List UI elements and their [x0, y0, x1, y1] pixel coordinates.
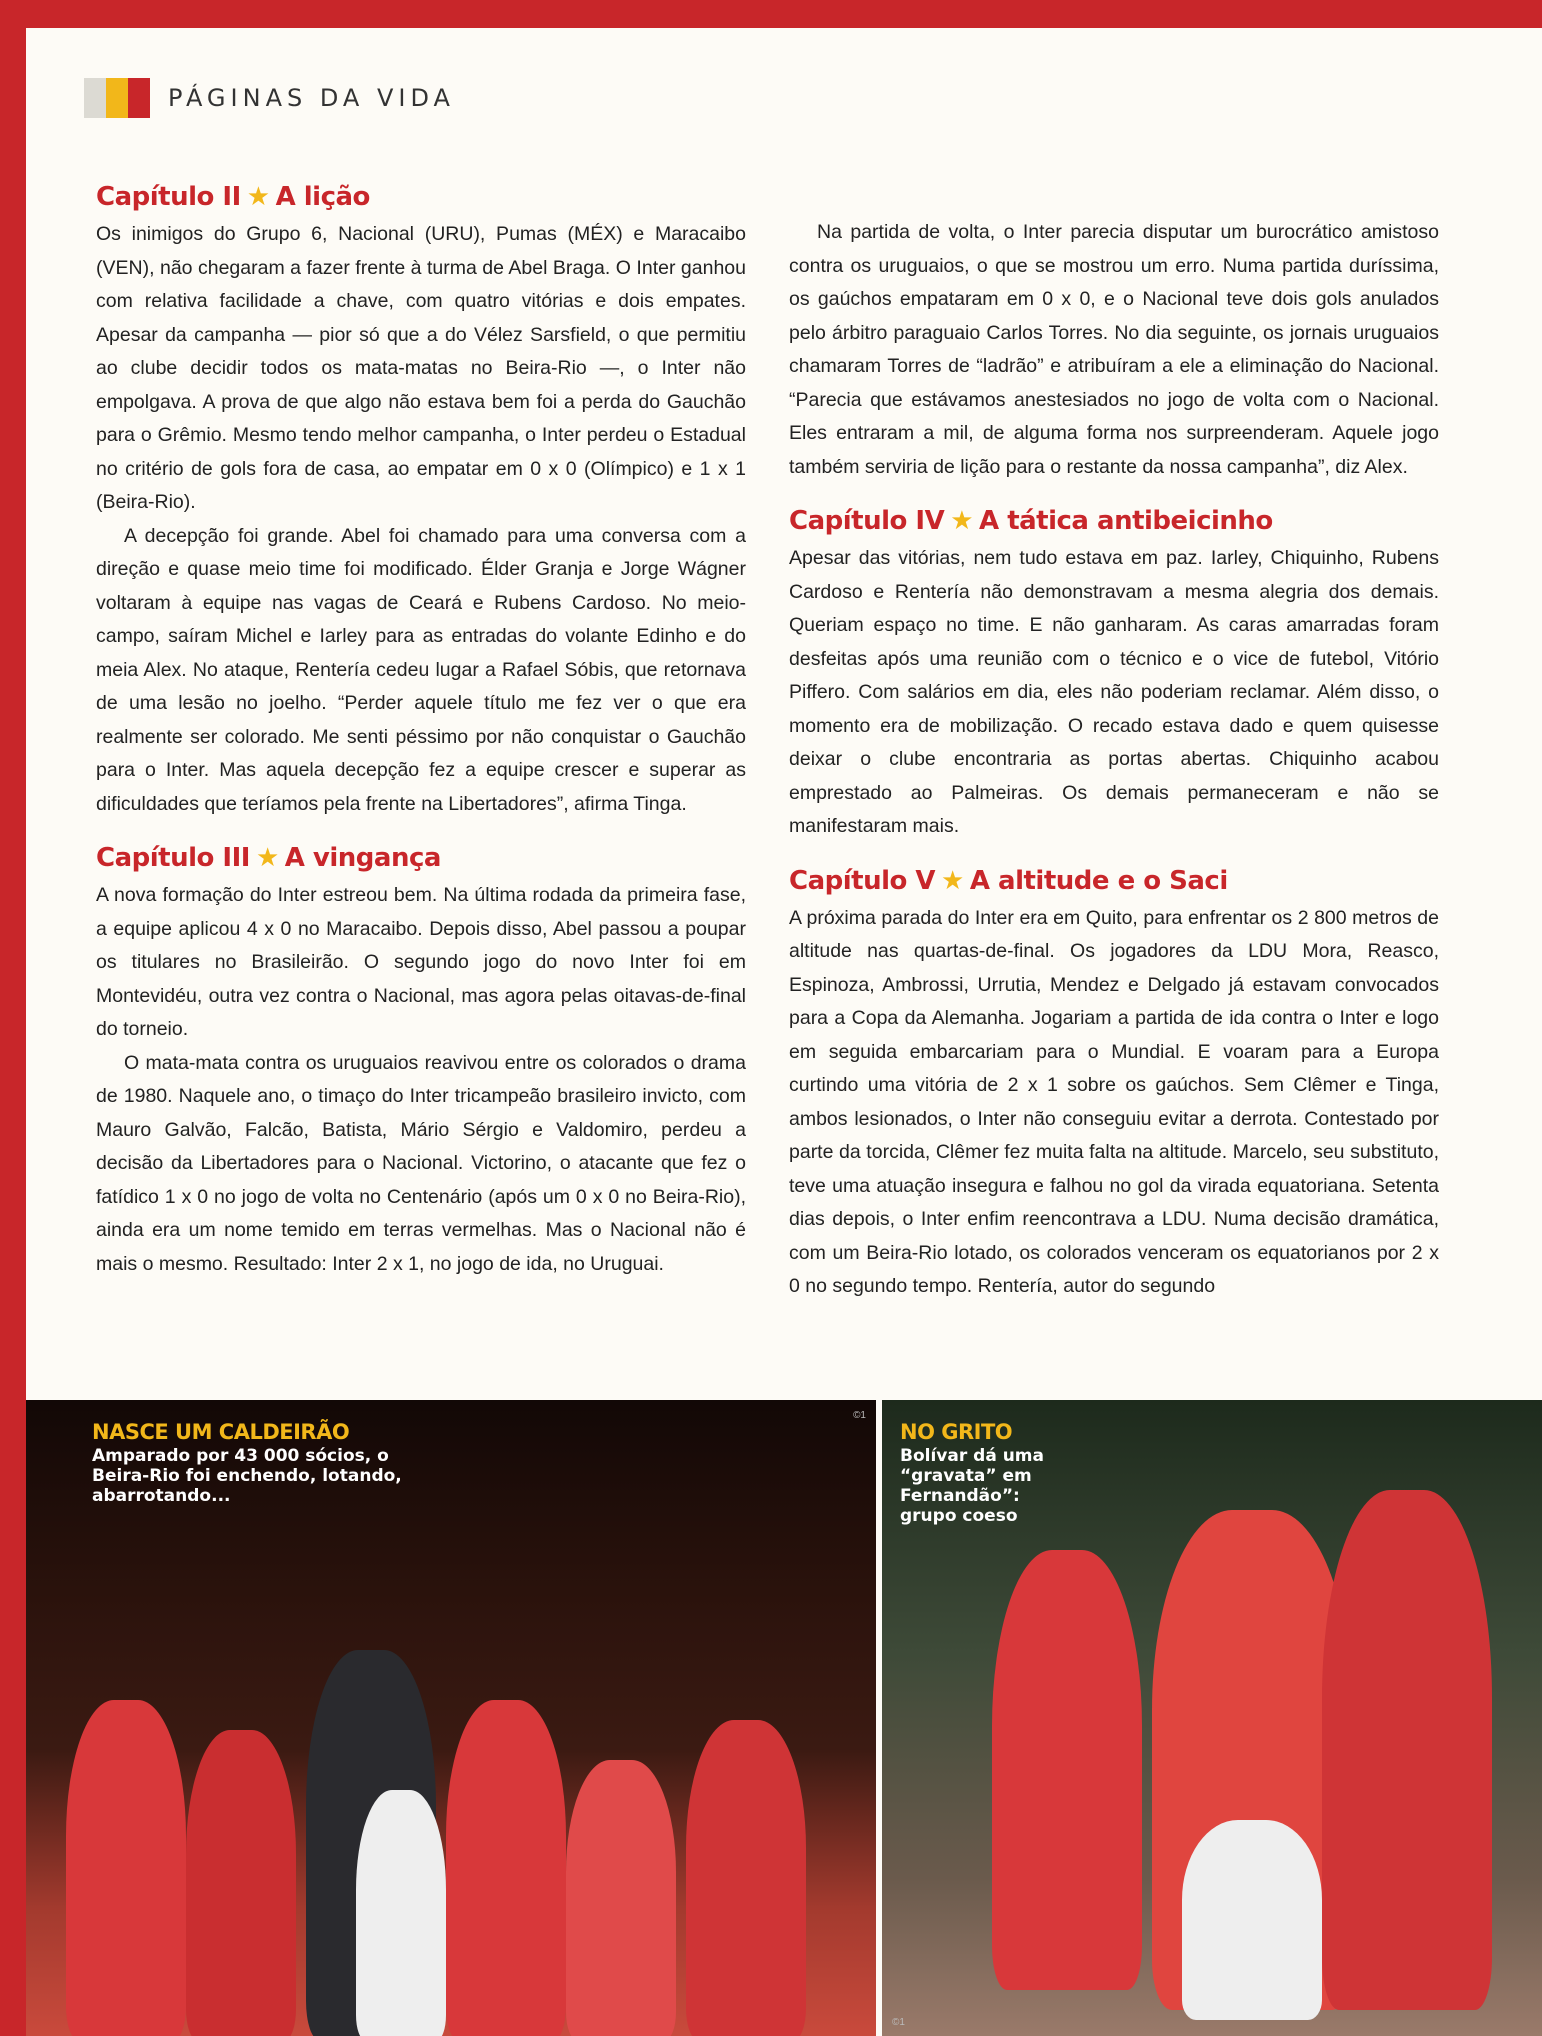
- paragraph: Os inimigos do Grupo 6, Nacional (URU), Pumas (MÉX) e Maracaibo (VEN), não chegaram a fazer frente à turma de Abel Braga. O Inter ganhou com relativa facilidade a chave, com quatro vitórias e dois empates. Apesar da campanha — pior só que a do Vélez Sarsfield, o que permitiu ao clube decidir todos os mata-matas no Beira-Rio —, o Inter não empolgava. A prova de que algo não estava bem foi a perda do Gauchão para o Grêmio. Mesmo tendo melhor campanha, o Inter perdeu o Estadual no critério de gols fora de casa, ao empatar em 0 x 0 (Olímpico) e 1 x 1 (Beira-Rio).: [96, 223, 746, 513]
- photo-caption-line: Fernandão”:: [900, 1486, 1020, 1506]
- chapter-label: Capítulo II: [96, 182, 241, 212]
- photo-credit: ©1: [853, 1410, 866, 1421]
- photo-crowd-celebration: [26, 1400, 876, 2036]
- photo-caption-title: NO GRITO: [900, 1420, 1013, 1444]
- chapter-subtitle: A vingança: [284, 843, 441, 873]
- star-icon: ★: [941, 865, 964, 896]
- photo-players-celebrating: [882, 1400, 1542, 2036]
- chapter-2-heading: [96, 178, 746, 216]
- header-block-red: [128, 78, 150, 118]
- paragraph: A nova formação do Inter estreou bem. Na última rodada da primeira fase, a equipe aplicou 4 x 0 no Maracaibo. Depois disso, Abel passou a poupar os titulares no Brasileirão. O segundo jogo do novo Inter foi em Montevidéu, outra vez contra o Nacional, mas agora pelas oitavas-de-final do torneio.: [96, 884, 746, 1040]
- star-icon: ★: [255, 843, 279, 873]
- photo-figure: [1182, 1820, 1322, 2020]
- section-header: [84, 78, 455, 118]
- header-block-gray: [84, 78, 106, 118]
- chapter-label: Capítulo V: [789, 865, 936, 896]
- chapter-subtitle: A altitude e o Saci: [969, 865, 1228, 896]
- photo-credit: ©1: [892, 2017, 905, 2028]
- paragraph: A decepção foi grande. Abel foi chamado para uma conversa com a direção e quase meio time foi modificado. Élder Granja e Jorge Wágner voltaram à equipe nas vagas de Ceará e Rubens Cardoso. No meio-campo, saíram Michel e Iarley para as entradas do volante Edinho e do meia Alex. No ataque, Rentería cedeu lugar a Rafael Sóbis, que retornava de uma lesão no joelho. “Perder aquele título me fez ver o que era realmente ser colorado. Me senti péssimo por não conquistar o Gauchão para o Inter. Mas aquela decepção fez a equipe crescer e superar as dificuldades que teríamos pela frente na Libertadores”, afirma Tinga.: [96, 524, 746, 815]
- paragraph: Apesar das vitórias, nem tudo estava em paz. Iarley, Chiquinho, Rubens Cardoso e Rentería não demonstravam a mesma alegria dos demais. Queriam espaço no time. E não ganharam. As caras amarradas foram desfeitas após uma reunião com o técnico e o vice de futebol, Vitório Piffero. Com salários em dia, eles não poderiam reclamar. Além disso, o momento era de mobilização. O recado estava dado e quem quisesse deixar o clube encontraria as portas abertas. Chiquinho acabou emprestado ao Palmeiras. Os demais permaneceram e não se manifestaram mais.: [789, 547, 1439, 837]
- photo-figure: [356, 1790, 446, 2036]
- photo-caption-title: NASCE UM CALDEIRÃO: [92, 1420, 350, 1444]
- photo-caption-line: Bolívar dá uma: [900, 1446, 1044, 1466]
- photo-caption-line: abarrotando...: [92, 1486, 231, 1506]
- magazine-page: [26, 28, 1542, 2036]
- paragraph: Na partida de volta, o Inter parecia disputar um burocrático amistoso contra os uruguaios, o que se mostrou um erro. Numa partida duríssima, os gaúchos empataram em 0 x 0, e o Nacional teve dois gols anulados pelo árbitro paraguaio Carlos Torres. No dia seguinte, os jornais uruguaios chamaram Torres de “ladrão” e atribuíram a ele a eliminação do Nacional. “Parecia que estávamos anestesiados no jogo de volta com o Nacional. Eles entraram a mil, de alguma forma nos surpreenderam. Aquele jogo também serviria de lição para o restante da nossa campanha”, diz Alex.: [789, 221, 1439, 478]
- photo-caption-line: Amparado por 43 000 sócios, o: [92, 1446, 389, 1466]
- photo-figure: [992, 1550, 1142, 1990]
- paragraph: O mata-mata contra os uruguaios reavivou entre os colorados o drama de 1980. Naquele ano, o timaço do Inter tricampeão brasileiro invicto, com Mauro Galvão, Falcão, Batista, Mário Sérgio e Valdomiro, perdeu a decisão da Libertadores para o Nacional. Victorino, o atacante que fez o fatídico 1 x 0 no jogo de volta no Centenário (após um 0 x 0 no Beira-Rio), ainda era um nome temido em terras vermelhas. Mas o Nacional não é mais o mesmo. Resultado: Inter 2 x 1, no jogo de ida, no Uruguai.: [96, 1051, 746, 1275]
- chapter-3-heading: [96, 839, 746, 877]
- photo-figure: [686, 1720, 806, 2036]
- paragraph: A próxima parada do Inter era em Quito, para enfrentar os 2 800 metros de altitude nas quartas-de-final. Os jogadores da LDU Mora, Reasco, Espinoza, Ambrossi, Urrutia, Mendez e Delgado já estavam convocados para a Copa da Alemanha. Jogariam a partida de ida contra o Inter e logo em seguida embarcariam para o Mundial. E voaram para a Europa curtindo uma vitória de 2 x 1 sobre os gaúchos. Sem Clêmer e Tinga, ambos lesionados, o Inter não conseguiu evitar a derrota. Contestado por parte da torcida, Clêmer fez muita falta na altitude. Marcelo, seu substituto, teve uma atuação insegura e falhou no gol da virada equatoriana. Setenta dias depois, o Inter enfim reencontrava a LDU. Numa decisão dramática, com um Beira-Rio lotado, os colorados venceram os equatorianos por 2 x 0 no segundo tempo. Rentería, autor do segundo: [789, 906, 1439, 1297]
- photo-figure: [566, 1760, 676, 2036]
- star-icon: ★: [246, 182, 270, 212]
- chapter-label: Capítulo IV: [789, 506, 945, 536]
- section-title: PÁGINAS DA VIDA: [168, 84, 455, 112]
- chapter-subtitle: A lição: [275, 182, 370, 212]
- chapter-5-heading: [789, 862, 1439, 900]
- left-column: [96, 178, 746, 1281]
- chapter-subtitle: A tática antibeicinho: [979, 506, 1273, 536]
- photo-figure: [66, 1700, 186, 2036]
- photo-figure: [186, 1730, 296, 2036]
- photo-figure: [1322, 1490, 1492, 2010]
- photo-caption-line: “gravata” em: [900, 1466, 1032, 1486]
- photo-figure: [446, 1700, 566, 2036]
- photo-caption-line: Beira-Rio foi enchendo, lotando,: [92, 1466, 402, 1486]
- header-block-yellow: [106, 78, 128, 118]
- photo-caption-line: grupo coeso: [900, 1506, 1018, 1526]
- chapter-4-heading: [789, 502, 1439, 540]
- star-icon: ★: [950, 506, 974, 536]
- right-column: [789, 178, 1439, 1304]
- chapter-label: Capítulo III: [96, 843, 250, 873]
